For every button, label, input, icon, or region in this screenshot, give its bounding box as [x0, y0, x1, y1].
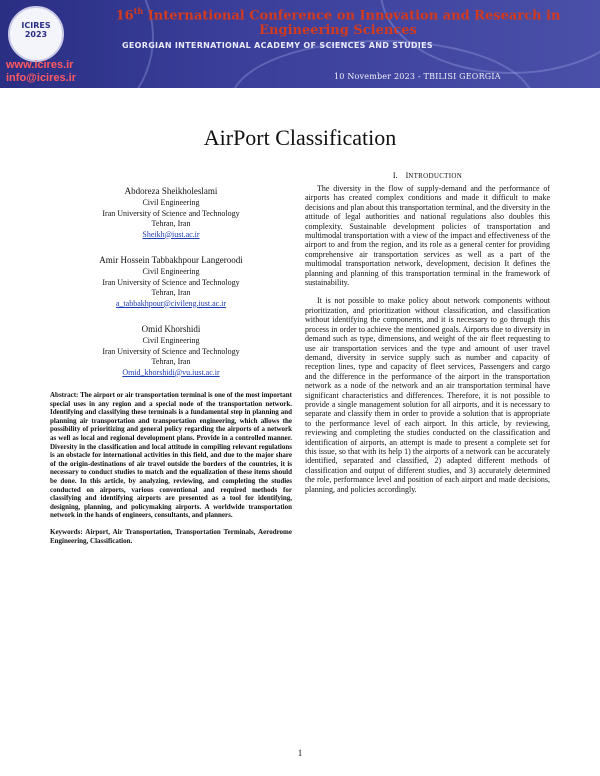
author-location: Tehran, Iran — [151, 357, 191, 366]
author-name: Omid Khorshidi — [141, 324, 201, 334]
intro-paragraph: It is not possible to make policy about network components without prioritization, and prioritization without classification, and classification without identifying the components, and it is necessary to go through this process in order to achieve the mentioned goals. Airports due to diversity in demand such as type, dimensions, and weight of the air fleet requesting to use air transportation services and the type and amount of user travel demand, diversity in service supply such as number and capacity of reception lines, type and capacity of fleet services, Passengers and cargo and the difference in the performance of the airport in the transportation network as a node of the network and an air transportation terminal have significant characteristics and differences. Therefore, it is not possible to provide a single management solution for all airports, and it is necessary to separate and classify them in order to provide a solution that is appropriate to the performance level of each airport. In this article, by reviewing, reviewing and completing the studies conducted on the classification and identification of airports, an attempt is made to present a complete set for this issue, so that with its help 1) the airports of a network can be accurately identified, separated and classified, 2) adapted different methods of classification and output of different studies, and 3) accurately determined the role, performance level and position of each airport and made decisions, planning, and policies accordingly. — [305, 296, 550, 494]
academy-name: GEORGIAN INTERNATIONAL ACADEMY OF SCIENCES AND STUDIES — [122, 41, 433, 50]
author-block — [50, 184, 292, 240]
section-number: I. — [392, 171, 398, 180]
page-number: 1 — [297, 748, 303, 758]
conference-ordinal: 16 — [115, 8, 134, 24]
keywords-label: Keywords: — [50, 527, 83, 536]
right-column — [305, 171, 550, 503]
author-email-link[interactable]: a_tabbakhpour@civileng.iust.ac.ir — [115, 298, 227, 308]
left-column — [50, 184, 292, 545]
author-name: Amir Hossein Tabbakhpour Langeroodi — [99, 255, 243, 265]
logo-text: ICIRES — [21, 21, 51, 30]
author-university: Iran University of Science and Technology — [102, 208, 240, 218]
abstract-label: Abstract: — [50, 391, 79, 399]
author-block — [50, 322, 292, 378]
email-link[interactable]: info@icires.ir — [6, 72, 77, 84]
conference-name: International Conference on Innovation and Research in Engineering Sciences — [147, 8, 561, 39]
contact-block — [6, 59, 76, 85]
author-location: Tehran, Iran — [151, 219, 191, 228]
author-university: Iran University of Science and Technology — [102, 277, 240, 287]
author-email-link[interactable]: Omid_khorshidi@vu.iust.ac.ir — [122, 367, 220, 377]
conference-banner — [0, 0, 600, 88]
section-heading — [305, 171, 550, 180]
author-department: Civil Engineering — [142, 267, 200, 276]
abstract — [50, 391, 292, 520]
section-title: NTRODUCTION — [408, 172, 463, 180]
author-name: Abdoreza Sheikholeslami — [124, 186, 218, 196]
author-location: Tehran, Iran — [151, 288, 191, 297]
conference-date: 10 November 2023 - TBILISI GEORGIA — [334, 72, 501, 81]
abstract-text: The airport or air transportation terminal is one of the most important special uses in any region and a special node of the transportation network. Identifying and classifying these terminals is a fundamental step in planning and planning air transportation and transportation engineering, which allows the possibility of prioritizing and general policy regarding the airports of a network as well as local and regional development plans. Provide in a controlled manner. Diversity in the classification and local attitude in compiling relevant regulations is an obstacle for international activities in this field, and due to the major share of the origin-destinations of air travel outside the borders of the countries, it is necessary to conduct studies to match and the equalization of these items should be done. In this article, by analyzing, reviewing, and completing the studies conducted on airports, various conventional and required methods for classifying and identifying airports are presented as a tool for identifying, designing, planning, and policymaking airports. A worldwide transportation network in the hands of engineers, consultants, and planners. — [50, 391, 292, 520]
website-link[interactable]: www.icires.ir — [6, 59, 74, 71]
intro-paragraph: The diversity in the flow of supply-demand and the performance of airports has created complex conditions and made it difficult to make decisions and plan about this transportation terminal, and the diversity in the attitude of legal authorities and national regulations also doubles this complexity. Sustainable development policies of transportation and multimodal transportation with a view of the impact and effectiveness of the airport to and from the region, and its role as a general center for providing comprehensive air transportation services as well as a part of the multimodal transportation network, development, decision It defines the planning and planning of this transportation terminal in the framework of sustainability. — [305, 184, 550, 288]
conference-ordinal-suffix: th — [133, 6, 144, 16]
conference-title — [108, 4, 568, 38]
author-block — [50, 253, 292, 309]
keywords-text: Airport, Air Transportation, Transportation Terminals, Aerodrome Engineering, Classification. — [50, 527, 292, 545]
keywords — [50, 528, 292, 545]
author-email-link[interactable]: Sheikh@iust.ac.ir — [142, 229, 200, 239]
paper-title: AirPort Classification — [203, 125, 397, 150]
author-university: Iran University of Science and Technology — [102, 346, 240, 356]
conference-logo — [8, 6, 64, 62]
author-department: Civil Engineering — [142, 198, 200, 207]
author-department: Civil Engineering — [142, 336, 200, 345]
logo-year: 2023 — [24, 30, 48, 39]
section-title-initial: I — [405, 171, 409, 180]
